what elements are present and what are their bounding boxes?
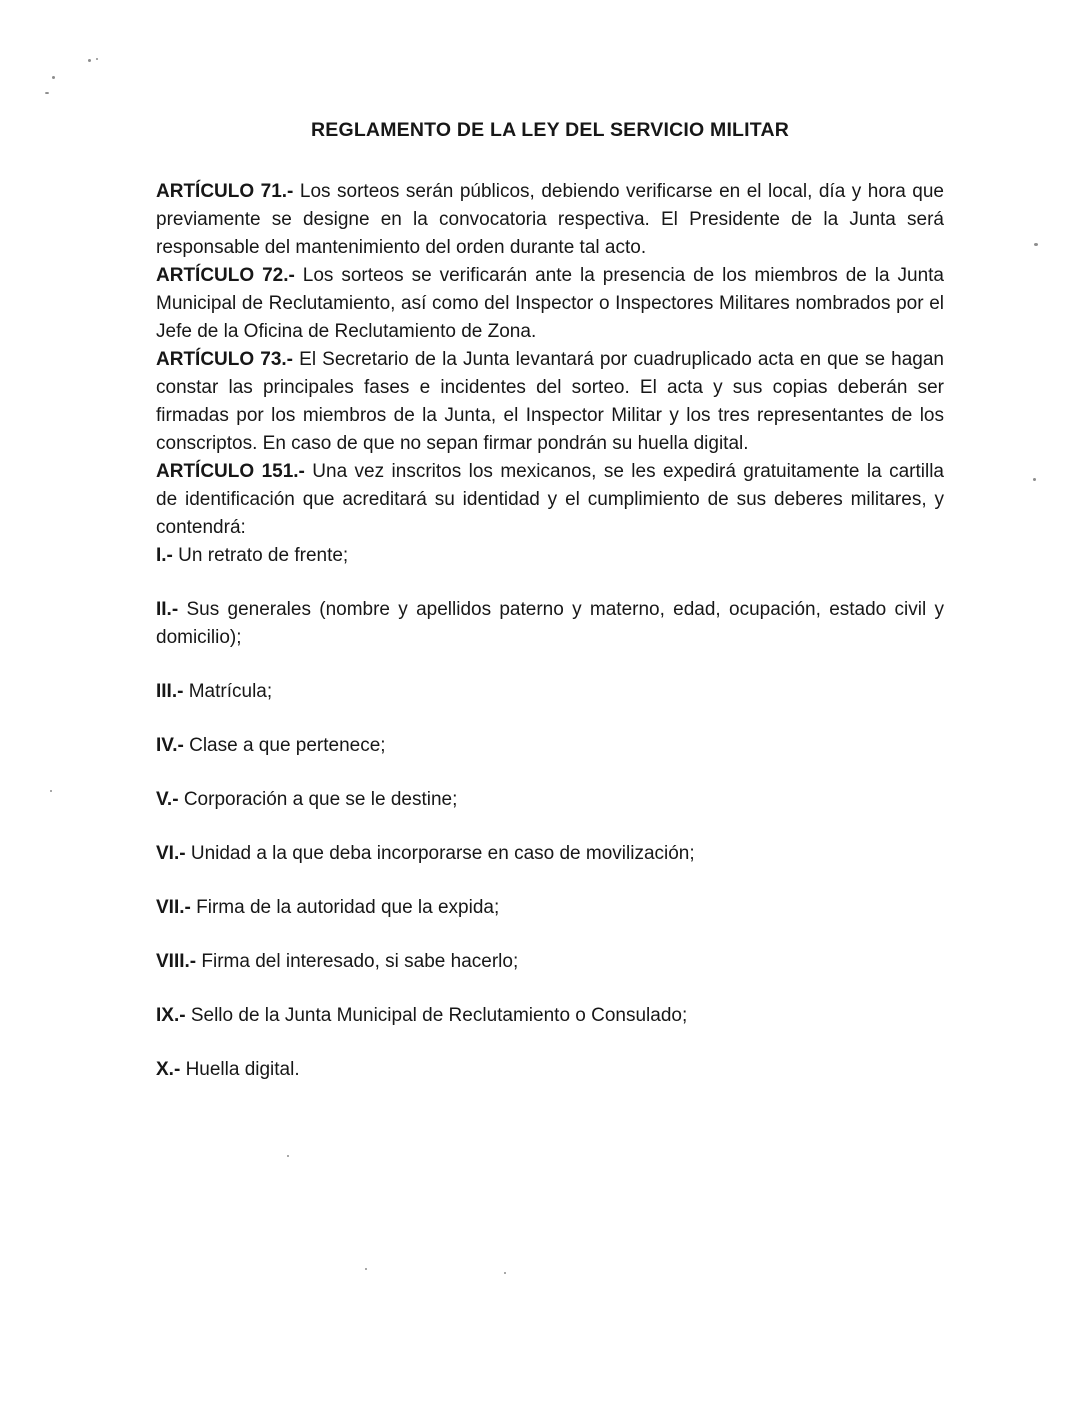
article-151-label: ARTÍCULO 151.- (156, 461, 305, 482)
article-72-text: Los sorteos se verificarán ante la presencia de los miembros de la Junta Municipal de Reclutamiento, así como del Inspector o Inspectores Militares nombrados por el Jefe de la Oficina de Reclutamiento de Zona. (156, 265, 944, 342)
fraction-item-7 (156, 894, 944, 922)
fraction-2-numeral: II.- (156, 599, 179, 620)
article-71-text: Los sorteos serán públicos, debiendo verificarse en el local, día y hora que previamente se designe en la convocatoria respectiva. El Presidente de la Junta será responsable del mantenimiento del orden durante tal acto. (156, 181, 944, 258)
scan-speck (1033, 478, 1036, 481)
fraction-4-numeral: IV.- (156, 735, 184, 756)
article-73-paragraph (156, 346, 944, 458)
article-73-label: ARTÍCULO 73.- (156, 349, 294, 370)
fraction-6-text: Unidad a la que deba incorporarse en caso de movilización; (190, 843, 695, 864)
fraction-5-numeral: V.- (156, 789, 179, 810)
article-73-text: El Secretario de la Junta levantará por cuadruplicado acta en que se hagan constar las principales fases e incidentes del sorteo. El acta y sus copias deberán ser firmadas por los miembros de la Junta, el Inspector Militar y los tres representantes de los conscriptos. En caso de que no sepan firmar pondrán su huella digital. (156, 349, 944, 454)
scan-speck (1034, 243, 1038, 246)
scan-speck (45, 92, 49, 94)
fraction-7-numeral: VII.- (156, 897, 191, 918)
fraction-item-8 (156, 948, 944, 976)
scan-speck (50, 790, 52, 792)
scan-speck (287, 1155, 289, 1157)
fraction-8-text: Firma del interesado, si sabe hacerlo; (201, 951, 519, 972)
fraction-9-numeral: IX.- (156, 1005, 186, 1026)
fraction-1-numeral: I.- (156, 545, 173, 566)
fraction-8-numeral: VIII.- (156, 951, 197, 972)
fraction-6-numeral: VI.- (156, 843, 186, 864)
fraction-item-2 (156, 596, 944, 652)
fraction-5-text: Corporación a que se le destine; (183, 789, 458, 810)
scan-speck (88, 59, 91, 62)
fraction-3-text: Matrícula; (188, 681, 273, 702)
fraction-2-text: Sus generales (nombre y apellidos paterno y materno, edad, ocupación, estado civil y domicilio); (156, 599, 944, 648)
article-72-label: ARTÍCULO 72.- (156, 265, 295, 286)
fraction-item-9 (156, 1002, 944, 1030)
fraction-item-4 (156, 732, 944, 760)
fraction-7-text: Firma de la autoridad que la expida; (196, 897, 500, 918)
fraction-9-text: Sello de la Junta Municipal de Reclutamiento o Consulado; (190, 1005, 688, 1026)
fraction-item-5 (156, 786, 944, 814)
article-72-paragraph (156, 262, 944, 346)
scan-speck (52, 76, 55, 79)
fraction-item-6 (156, 840, 944, 868)
fraction-3-numeral: III.- (156, 681, 184, 702)
fraction-10-numeral: X.- (156, 1059, 181, 1080)
scan-speck (365, 1268, 367, 1270)
scan-speck (96, 58, 98, 60)
article-71-label: ARTÍCULO 71.- (156, 181, 294, 202)
fraction-10-text: Huella digital. (185, 1059, 300, 1080)
document-title: REGLAMENTO DE LA LEY DEL SERVICIO MILITAR (310, 119, 790, 141)
article-151-paragraph (156, 458, 944, 542)
document-content (156, 116, 944, 1110)
fraction-1-text: Un retrato de frente; (178, 545, 349, 566)
fraction-item-3 (156, 678, 944, 706)
scan-speck (504, 1272, 506, 1274)
fraction-item-1 (156, 542, 944, 570)
article-151-text: Una vez inscritos los mexicanos, se les expedirá gratuitamente la cartilla de identificación que acreditará su identidad y el cumplimiento de sus deberes militares, y contendrá: (156, 461, 944, 538)
article-71-paragraph (156, 178, 944, 262)
fraction-item-10 (156, 1056, 944, 1084)
fraction-4-text: Clase a que pertenece; (189, 735, 386, 756)
